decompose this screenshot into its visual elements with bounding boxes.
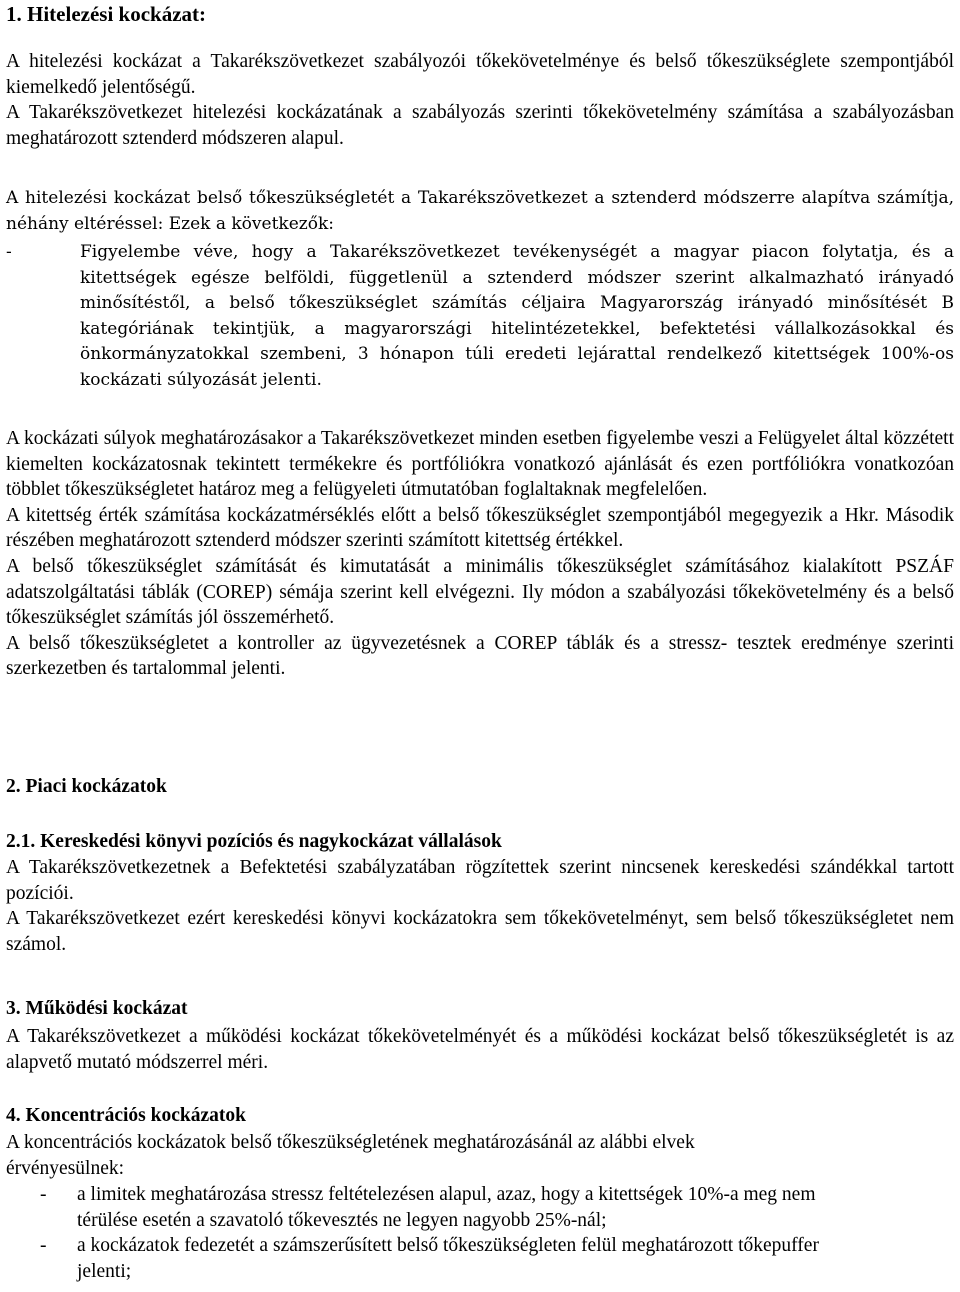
exceptions-list bbox=[6, 240, 954, 394]
list-item bbox=[6, 1182, 906, 1233]
list-item bbox=[6, 1233, 906, 1284]
principles-list bbox=[6, 1182, 906, 1284]
list-dash: - bbox=[40, 1184, 47, 1205]
section-1-intro bbox=[6, 49, 954, 151]
paragraph: A kitettség érték számítása kockázatmérséklés előtt a belső tőkeszükséglet szempontjából megegyezik a Hkr. Második részében meghatározott sztenderd módszer szerinti számított kitettség értékkel. bbox=[6, 504, 954, 552]
list-dash: - bbox=[6, 242, 12, 262]
paragraph: A kockázati súlyok meghatározásakor a Takarékszövetkezet minden esetben figyelembe veszi a Felügyelet által közzétett kiemelten kockázatosnak tekintett termékekre és portfóliókra vonatkozó ajánlását és ezen portfóliókra vonatkozóan többlet tőkeszükségletet határoz meg a felügyeleti útmutatóban foglaltaknak megfelelően. bbox=[6, 428, 954, 501]
paragraph: A hitelezési kockázat a Takarékszövetkezet szabályozói tőkekövetelménye és belső tőkeszükséglete szempontjából kiemelkedő jelentőségű. bbox=[6, 51, 954, 98]
paragraph: A koncentrációs kockázatok belső tőkeszükségletének meghatározásánál az alábbi elvek érvényesülnek: bbox=[6, 1132, 695, 1179]
paragraph: A belső tőkeszükséglet számítását és kimutatását a minimális tőkeszükséglet számításához kialakított PSZÁF adatszolgáltatási táblák (COREP) sémája szerint kell elvégezni. Ily módon a szabályozási tőkekövetelmény és a belső tőkeszükséglet számítás jól összemérhető. bbox=[6, 555, 954, 629]
section-1-body bbox=[6, 426, 954, 682]
paragraph: A Takarékszövetkezet hitelezési kockázatának a szabályozás szerinti tőkekövetelmény számítása a szabályozásban meghatározott sztenderd módszeren alapul. bbox=[6, 102, 954, 149]
section-2-title: 2. Piaci kockázatok bbox=[6, 776, 167, 797]
paragraph: A Takarékszövetkezet a működési kockázat tőkekövetelményét és a működési kockázat belső tőkeszükségletét is az alapvető mutató módszerrel méri. bbox=[6, 1026, 954, 1073]
list-dash: - bbox=[40, 1235, 47, 1257]
list-item-text: a limitek meghatározása stressz feltételezésen alapul, azaz, hogy a kitettségek 10%-a meg nem térülése esetén a szavatoló tőkevesztés ne legyen nagyobb 25%-nál; bbox=[77, 1184, 816, 1231]
section-3-body bbox=[6, 1024, 954, 1075]
section-1-title: 1. Hitelezési kockázat: bbox=[6, 2, 207, 26]
paragraph: A belső tőkeszükségletet a kontroller az ügyvezetésnek a COREP táblák és a stressz- tesztek eredménye szerinti szerkezetben és tartalommal jelenti. bbox=[6, 632, 954, 680]
list-item-text: Figyelembe véve, hogy a Takarékszövetkezet tevékenységét a magyar piacon folytatja, és a kitettségek egésze belföldi, függetlenül a sztenderd módszer szerint alkalmazható irányadó minősítéstől, a belső tőkeszükséglet számítás céljaira Magyarország irányadó minősítését B kategóriának tekintjük, a magyarországi hitelintézetekkel, befektetési vállalkozásokkal és önkormányzatokkal szembeni, 3 hónapon túli eredeti lejárattal rendelkező kitettségek 100%-os kockázati súlyozását jelenti. bbox=[80, 242, 954, 390]
paragraph: A Takarékszövetkezetnek a Befektetési szabályzatában rögzítettek szerint nincsenek kereskedési szándékkal tartott pozíciói. bbox=[6, 857, 954, 904]
section-2-1-title: 2.1. Kereskedési könyvi pozíciós és nagykockázat vállalások bbox=[6, 831, 502, 852]
paragraph: A Takarékszövetkezet ezért kereskedési könyvi kockázatokra sem tőkekövetelményt, sem belső tőkeszükségletet nem számol. bbox=[6, 908, 954, 955]
section-2-body bbox=[6, 855, 954, 957]
section-4-title: 4. Koncentrációs kockázatok bbox=[6, 1105, 246, 1126]
section-3-title: 3. Működési kockázat bbox=[6, 998, 188, 1019]
paragraph: A hitelezési kockázat belső tőkeszükségletét a Takarékszövetkezet a sztenderd módszerre alapítva számítja, néhány eltéréssel: Ezek a következők: bbox=[6, 188, 954, 234]
list-item bbox=[6, 240, 954, 394]
list-item-text: a kockázatok fedezetét a számszerűsített belső tőkeszükségleten felül meghatározott tőkepuffer jelenti; bbox=[77, 1235, 819, 1282]
section-4-body bbox=[6, 1130, 796, 1181]
